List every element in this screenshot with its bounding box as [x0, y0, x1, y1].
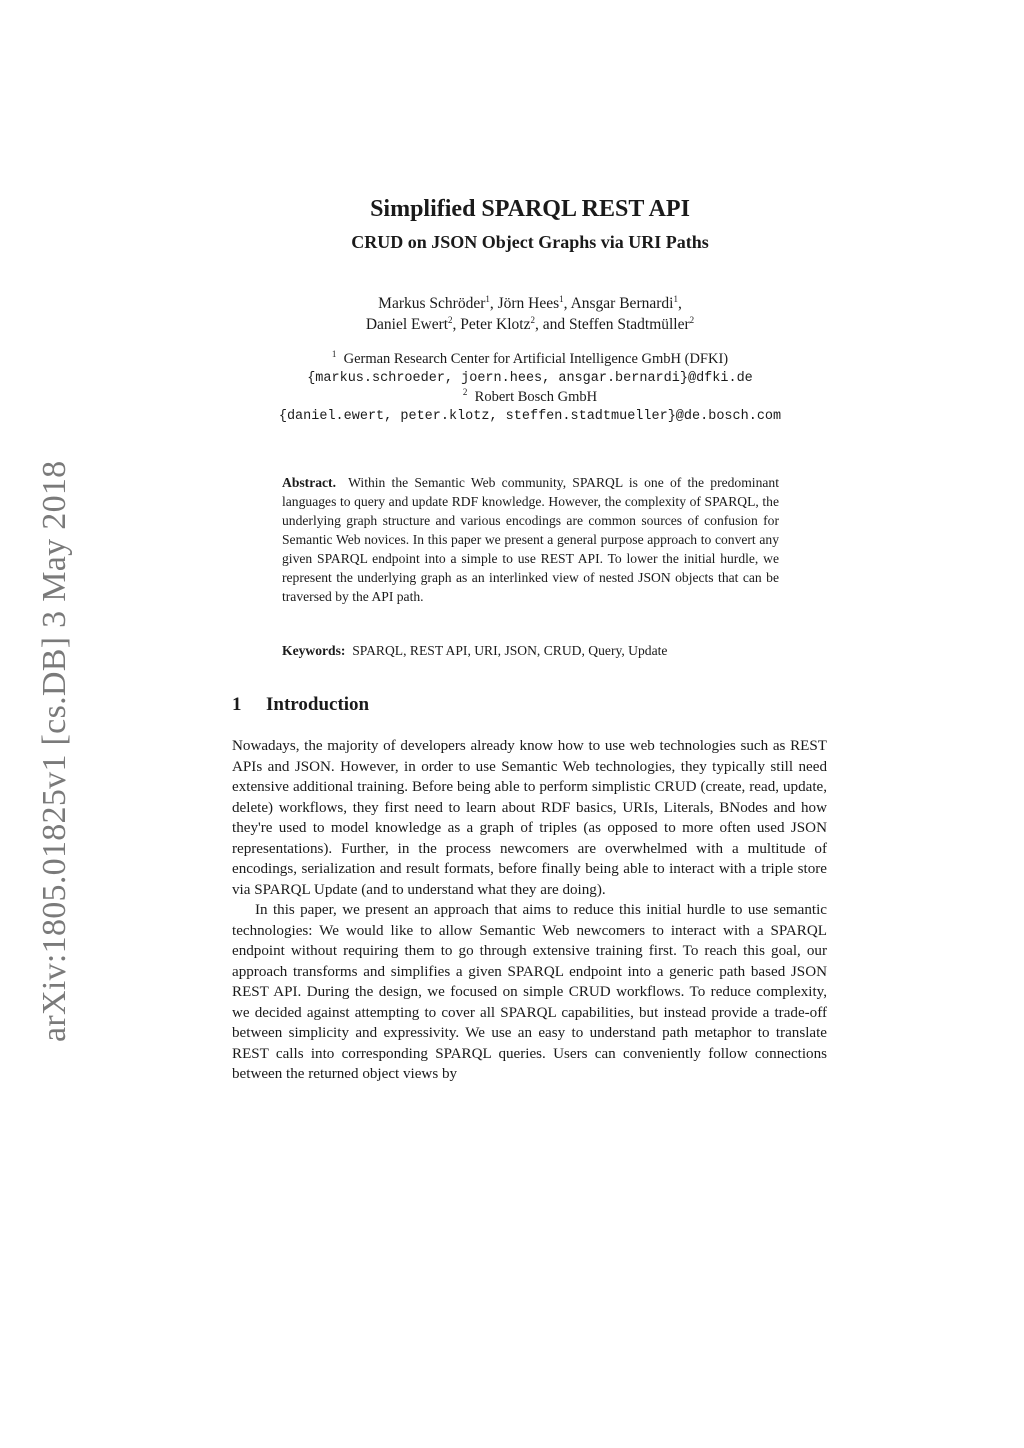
section-heading — [232, 694, 369, 716]
keywords — [282, 641, 779, 660]
author-name: Jörn Hees — [497, 295, 560, 312]
author-list — [0, 293, 1024, 335]
affiliation-number: 1 — [331, 349, 337, 359]
body-paragraph: In this paper, we present an approach that aims to reduce this initial hurdle to use semantic technologies: We would like to allow Semantic Web newcomers to interact with a SPARQL endpoint without requiring them to go through extensive training first. To reach this goal, our approach transforms and simplifies a given SPARQL endpoint into a generic path based JSON REST API. During the design, we focused on simple CRUD workflows. To reduce complexity, we decided against attempting to cover all SPARQL capabilities, but instead provide a trade-off between simplicity and expressivity. We use an easy to understand path metaphor to translate REST calls into corresponding SPARQL queries. Users can conveniently follow connections between the returned object views by — [232, 902, 827, 1082]
body-paragraph: Nowadays, the majority of developers already know how to use web technologies such as REST APIs and JSON. However, in order to use Semantic Web technologies, they typically still need extensive additional training. Before being able to perform simplistic CRUD (create, read, update, delete) workflows, they first need to learn about RDF basics, URIs, Literals, BNodes and how they're used to model knowledge as a graph of triples (as opposed to more often used JSON representations). Further, in the process newcomers are overwhelmed with a multitude of encodings, serialization and result formats, before finally being able to interact with a triple store via SPARQL Update (and to understand what they are doing). — [232, 738, 827, 898]
keywords-text: SPARQL, REST API, URI, JSON, CRUD, Query, Update — [352, 643, 668, 658]
author-name: Peter Klotz — [460, 316, 531, 333]
abstract — [282, 473, 779, 606]
affiliation-marker: 1 — [485, 294, 490, 304]
abstract-label: Abstract. — [282, 475, 336, 490]
affiliation-bosch — [0, 388, 1024, 407]
author-name: Daniel Ewert — [365, 316, 449, 333]
affiliation-name: German Research Center for Artificial Intelligence GmbH (DFKI) — [343, 351, 729, 367]
introduction-body — [232, 736, 827, 1085]
affiliation-marker: 2 — [448, 315, 453, 325]
section-number: 1 — [232, 694, 242, 715]
author-line-2: Daniel Ewert$^2$, Peter Klotz$^2$, and Steffen Stadtmüller$^2$ — [365, 315, 695, 333]
section-title: Introduction — [266, 694, 370, 715]
affiliation-name: Robert Bosch GmbH — [474, 389, 598, 405]
paper-title: Simplified SPARQL REST API — [370, 196, 690, 222]
author-name: Markus Schröder — [378, 295, 486, 312]
arxiv-identifier-stamp: arXiv:1805.01825v1 [cs.DB] 3 May 2018 — [36, 460, 73, 1042]
affiliation-number: 2 — [462, 387, 468, 397]
affiliation-marker: 2 — [530, 315, 535, 325]
author-name: Ansgar Bernardi — [570, 295, 674, 312]
affiliation-dfki — [0, 350, 1024, 369]
affiliation-marker: 1 — [673, 294, 678, 304]
affiliations — [0, 350, 1024, 426]
affiliation-marker: 2 — [689, 315, 695, 325]
author-name: and Steffen Stadtmüller — [542, 316, 690, 333]
keywords-label: Keywords: — [282, 643, 346, 658]
affiliation-emails-dfki: {markus.schroeder, joern.hees, ansgar.bernardi}@dfki.de — [307, 371, 753, 386]
paper-subtitle: CRUD on JSON Object Graphs via URI Paths — [351, 232, 709, 252]
affiliation-emails-bosch: {daniel.ewert, peter.klotz, steffen.stadtmueller}@de.bosch.com — [278, 409, 782, 424]
abstract-text: Within the Semantic Web community, SPARQL is one of the predominant languages to query and update RDF knowledge. However, the complexity of SPARQL, the underlying graph structure and various encodings are common sources of confusion for Semantic Web novices. In this paper we present a general purpose approach to convert any given SPARQL endpoint into a simple to use REST API. To lower the initial hurdle, we represent the underlying graph as an interlinked view of nested JSON objects that can be traversed by the API path. — [282, 475, 779, 604]
author-line-1: Markus Schröder$^1$, Jörn Hees$^1$, Ansgar Bernardi$^1$, — [378, 294, 682, 312]
affiliation-marker: 1 — [559, 294, 564, 304]
